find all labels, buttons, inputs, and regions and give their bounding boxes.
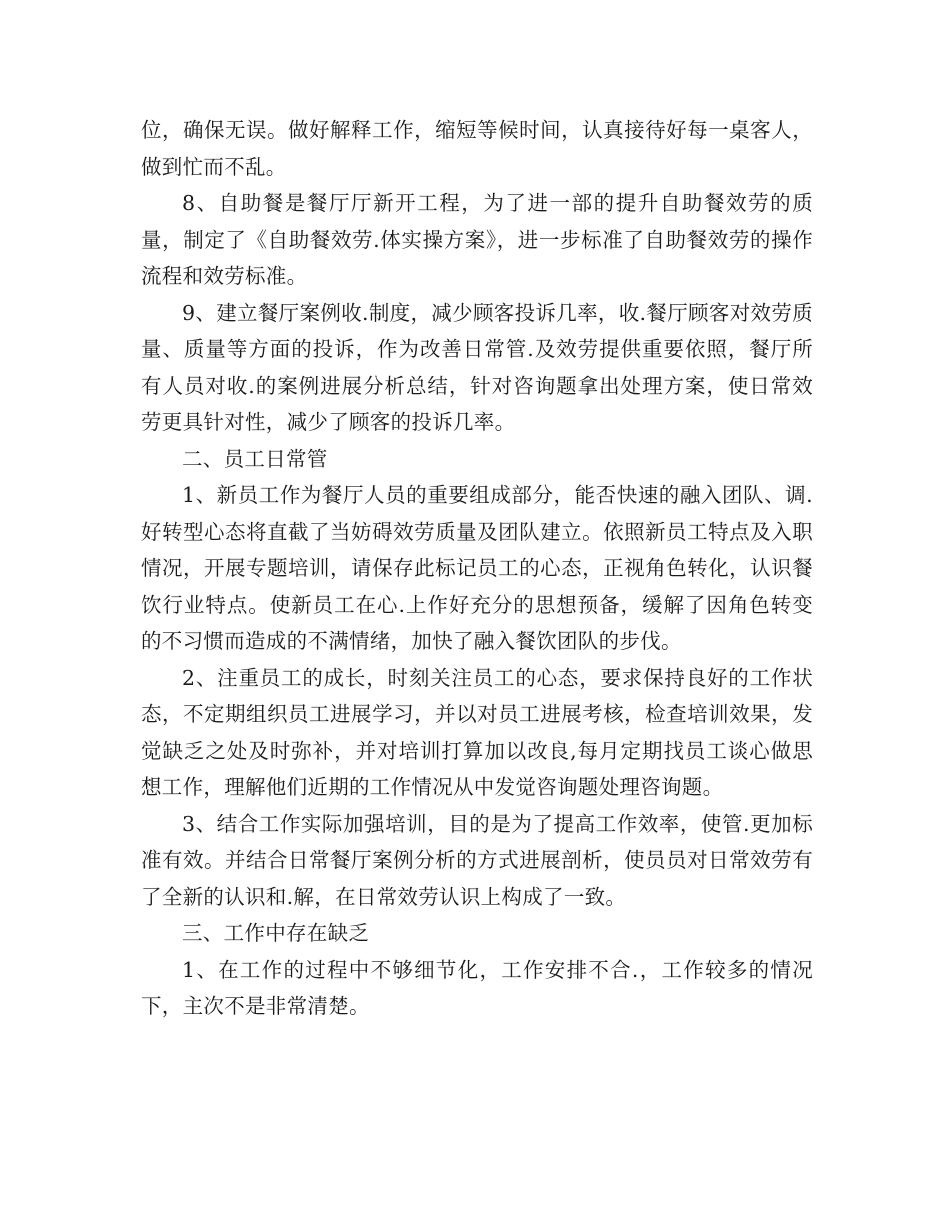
paragraph-staff-item-2: 2、注重员工的成长，时刻关注员工的心态，要求保持良好的工作状态，不定期组织员工进展学习，并以对员工进展考核，检查培训效果，发觉缺乏之处及时弥补，并对培训打算加以改良,每月定期找员工谈心做思想工作，理解他们近期的工作情况从中发觉咨询题处理咨询题。 <box>141 665 813 799</box>
paragraph-item-9: 9、建立餐厅案例收.制度，减少顾客投诉几率，收.餐厅顾客对效劳质量、质量等方面的投诉，作为改善日常管.及效劳提供重要依照，餐厅所有人员对收.的案例进展分析总结，针对咨询题拿出处理方案，使日常效劳更具针对性，减少了顾客的投诉几率。 <box>141 300 813 434</box>
paragraph-staff-item-1: 1、新员工作为餐厅人员的重要组成部分，能否快速的融入团队、调.好转型心态将直截了当妨碍效劳质量及团队建立。依照新员工特点及入职情况，开展专题培训，请保存此标记员工的心态，正视角色转化，认识餐饮行业特点。使新员工在心.上作好充分的思想预备，缓解了因角色转变的不习惯而造成的不满情绪，加快了融入餐饮团队的步伐。 <box>141 483 813 653</box>
section-heading-staff-management: 二、员工日常管 <box>182 446 328 471</box>
paragraph-staff-item-3: 3、结合工作实际加强培训，目的是为了提高工作效率，使管.更加标准有效。并结合日常餐厅案例分析的方式进展剖析，使员员对日常效劳有了全新的认识和.解，在日常效劳认识上构成了一致。 <box>141 811 813 909</box>
paragraph-item-8: 8、自助餐是餐厅厅新开工程，为了进一部的提升自助餐效劳的质量，制定了《自助餐效劳.体实操方案》，进一步标准了自助餐效劳的操作流程和效劳标准。 <box>141 191 813 288</box>
paragraph-continuation: 位，确保无误。做好解释工作，缩短等候时间，认真接待好每一桌客人，做到忙而不乱。 <box>141 118 813 179</box>
document-body <box>141 112 813 1025</box>
paragraph-shortcoming-item-1: 1、在工作的过程中不够细节化，工作安排不合.，工作较多的情况下，主次不是非常清楚。 <box>141 957 813 1018</box>
section-heading-shortcomings: 三、工作中存在缺乏 <box>182 921 370 945</box>
